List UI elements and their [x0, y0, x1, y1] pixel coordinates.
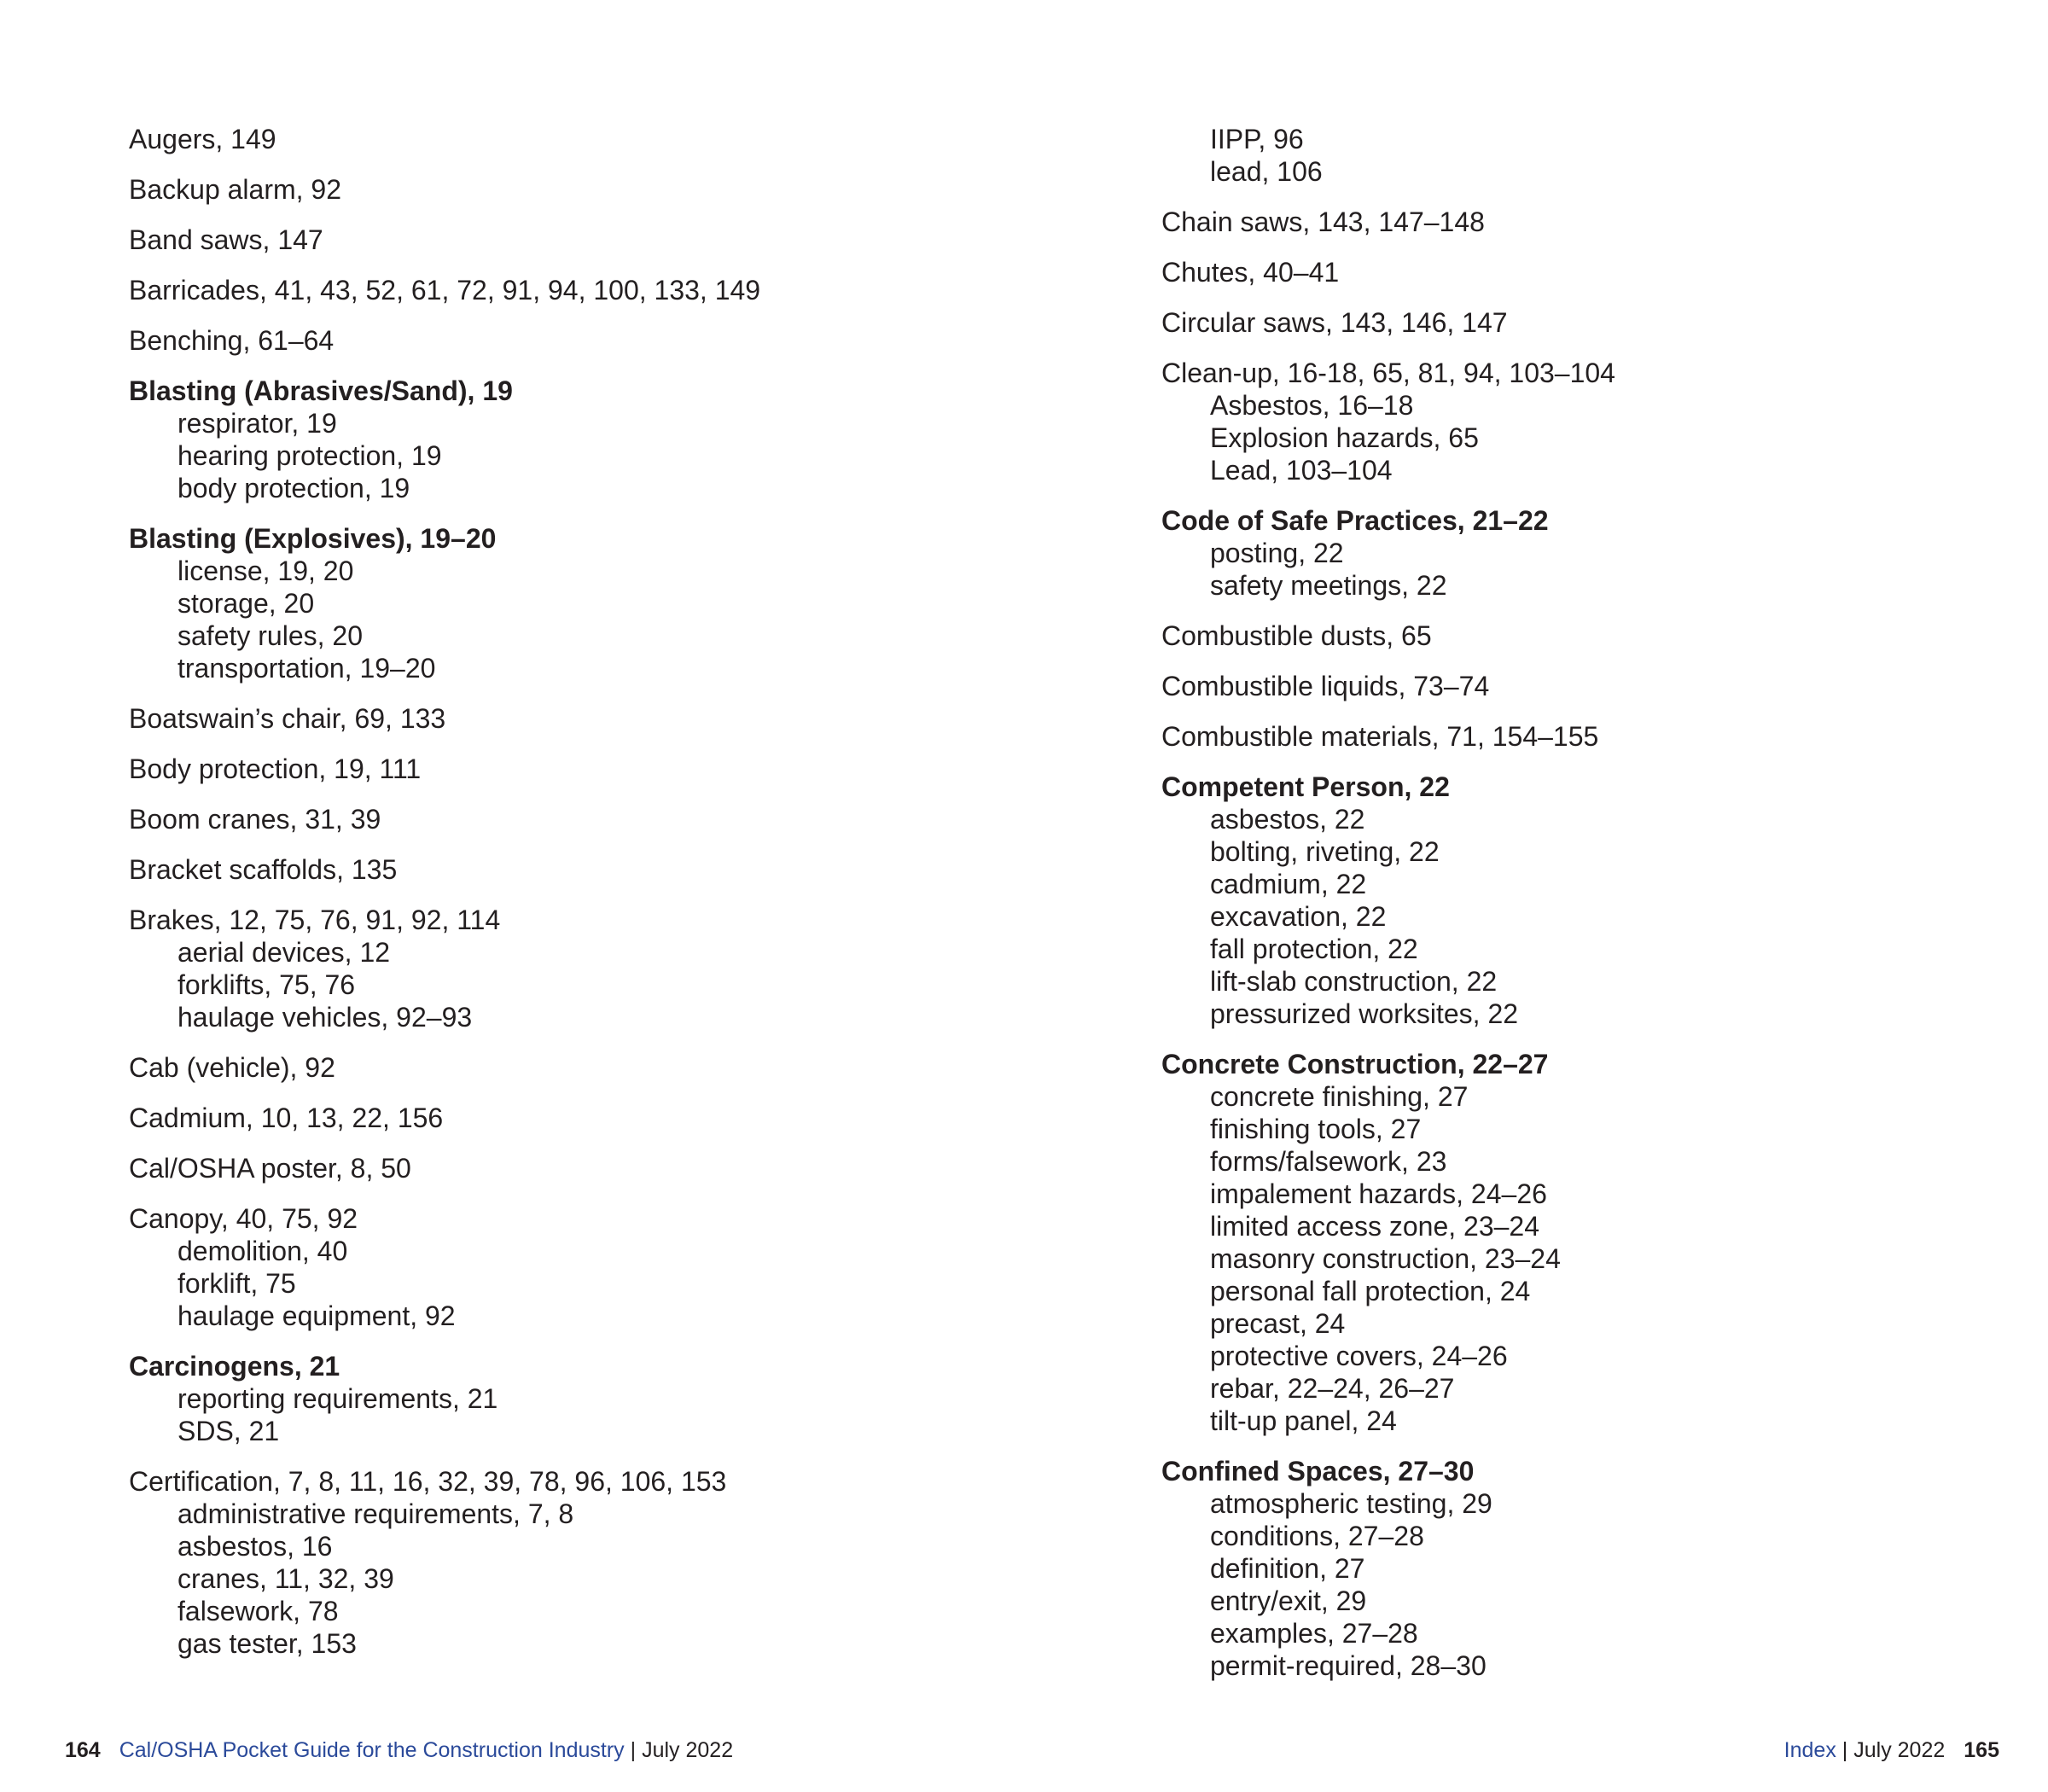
index-subentry: aerial devices, 12: [177, 937, 391, 968]
index-entry: Cab (vehicle), 92: [129, 1052, 335, 1083]
index-subentry: conditions, 27–28: [1210, 1521, 1424, 1551]
footer-date-right: July 2022: [1853, 1738, 1946, 1762]
index-entry: Band saws, 147: [129, 224, 323, 255]
index-subentry: gas tester, 153: [177, 1628, 357, 1659]
index-subentry: personal fall protection, 24: [1210, 1276, 1531, 1306]
index-subentry: cadmium, 22: [1210, 869, 1367, 899]
index-subentry: forklifts, 75, 76: [177, 969, 356, 1000]
index-subentry: fall protection, 22: [1210, 934, 1418, 964]
index-subentry: finishing tools, 27: [1210, 1114, 1422, 1144]
index-subentry: atmospheric testing, 29: [1210, 1488, 1492, 1519]
index-entry: Brakes, 12, 75, 76, 91, 92, 114: [129, 905, 501, 935]
index-entry: Backup alarm, 92: [129, 174, 342, 205]
index-subentry: forklift, 75: [177, 1268, 296, 1299]
index-entry: Benching, 61–64: [129, 325, 335, 356]
index-subentry: hearing protection, 19: [177, 440, 442, 471]
index-subentry: administrative requirements, 7, 8: [177, 1498, 574, 1529]
index-subentry: demolition, 40: [177, 1236, 348, 1266]
index-subentry: storage, 20: [177, 588, 315, 619]
index-entry: Chain saws, 143, 147–148: [1161, 207, 1485, 237]
index-subentry: pressurized worksites, 22: [1210, 998, 1519, 1029]
index-subentry: transportation, 19–20: [177, 653, 436, 684]
index-main-entry: Confined Spaces, 27–30: [1161, 1456, 1475, 1487]
index-entry: Combustible materials, 71, 154–155: [1161, 721, 1599, 752]
book-title: Cal/OSHA Pocket Guide for the Construction Industry: [119, 1738, 625, 1762]
index-entry: Clean-up, 16-18, 65, 81, 94, 103–104: [1161, 358, 1615, 388]
index-entry: Augers, 149: [129, 124, 276, 154]
index-subentry: safety meetings, 22: [1210, 570, 1447, 601]
index-subentry: concrete finishing, 27: [1210, 1081, 1469, 1112]
index-subentry: Explosion hazards, 65: [1210, 422, 1479, 453]
index-entry: Boom cranes, 31, 39: [129, 804, 381, 835]
index-entry: Combustible liquids, 73–74: [1161, 671, 1490, 701]
page-number-right: 165: [1964, 1738, 1999, 1762]
index-entry: Boatswain’s chair, 69, 133: [129, 703, 446, 734]
index-entry: Barricades, 41, 43, 52, 61, 72, 91, 94, 100, 133, 149: [129, 275, 761, 305]
index-entry: Cadmium, 10, 13, 22, 156: [129, 1103, 444, 1133]
index-entry: Cal/OSHA poster, 8, 50: [129, 1153, 411, 1184]
index-subentry: rebar, 22–24, 26–27: [1210, 1373, 1455, 1404]
index-subentry: body protection, 19: [177, 473, 410, 503]
index-entry: Bracket scaffolds, 135: [129, 854, 398, 885]
footer-right: [1784, 1736, 1999, 1765]
index-subentry: excavation, 22: [1210, 901, 1387, 932]
index-subentry: masonry construction, 23–24: [1210, 1243, 1561, 1274]
index-subentry: definition, 27: [1210, 1553, 1365, 1584]
index-subentry: license, 19, 20: [177, 556, 354, 586]
index-subentry: examples, 27–28: [1210, 1618, 1418, 1649]
index-subentry: Asbestos, 16–18: [1210, 390, 1414, 421]
index-main-entry: Blasting (Abrasives/Sand), 19: [129, 375, 513, 406]
footer-left: [65, 1736, 733, 1765]
index-main-entry: Competent Person, 22: [1161, 771, 1450, 802]
index-subentry: Lead, 103–104: [1210, 455, 1393, 486]
index-main-entry: Concrete Construction, 22–27: [1161, 1049, 1549, 1079]
index-subentry: impalement hazards, 24–26: [1210, 1178, 1547, 1209]
index-subentry: permit-required, 28–30: [1210, 1650, 1487, 1681]
index-subentry: posting, 22: [1210, 538, 1344, 568]
index-main-entry: Blasting (Explosives), 19–20: [129, 523, 497, 554]
footer-separator: |: [630, 1738, 637, 1762]
index-subentry: IIPP, 96: [1210, 124, 1304, 154]
index-subentry: lift-slab construction, 22: [1210, 966, 1498, 997]
index-entry: Certification, 7, 8, 11, 16, 32, 39, 78, 96, 106, 153: [129, 1466, 727, 1497]
index-subentry: lead, 106: [1210, 156, 1323, 187]
index-subentry: protective covers, 24–26: [1210, 1341, 1508, 1371]
index-entry: Combustible dusts, 65: [1161, 620, 1432, 651]
index-subentry: SDS, 21: [177, 1416, 280, 1446]
index-subentry: falsework, 78: [177, 1596, 339, 1626]
index-subentry: limited access zone, 23–24: [1210, 1211, 1539, 1242]
index-subentry: tilt-up panel, 24: [1210, 1405, 1397, 1436]
index-entry: Chutes, 40–41: [1161, 257, 1340, 288]
index-subentry: asbestos, 22: [1210, 804, 1365, 835]
index-subentry: respirator, 19: [177, 408, 337, 439]
index-subentry: safety rules, 20: [177, 620, 363, 651]
section-title: Index: [1783, 1738, 1836, 1762]
footer-date-left: July 2022: [642, 1738, 734, 1762]
index-entry: Circular saws, 143, 146, 147: [1161, 307, 1508, 338]
index-subentry: bolting, riveting, 22: [1210, 836, 1440, 867]
index-subentry: reporting requirements, 21: [177, 1383, 498, 1414]
index-subentry: asbestos, 16: [177, 1531, 333, 1562]
index-main-entry: Code of Safe Practices, 21–22: [1161, 505, 1549, 536]
index-entry: Body protection, 19, 111: [129, 753, 422, 784]
index-subentry: precast, 24: [1210, 1308, 1346, 1339]
page-number-left: 164: [65, 1738, 101, 1762]
index-subentry: forms/falsework, 23: [1210, 1146, 1447, 1177]
index-subentry: haulage vehicles, 92–93: [177, 1002, 473, 1033]
index-main-entry: Carcinogens, 21: [129, 1351, 340, 1382]
index-subentry: cranes, 11, 32, 39: [177, 1563, 394, 1594]
index-entry: Canopy, 40, 75, 92: [129, 1203, 358, 1234]
footer-separator: |: [1841, 1738, 1848, 1762]
index-subentry: entry/exit, 29: [1210, 1585, 1367, 1616]
index-subentry: haulage equipment, 92: [177, 1300, 456, 1331]
